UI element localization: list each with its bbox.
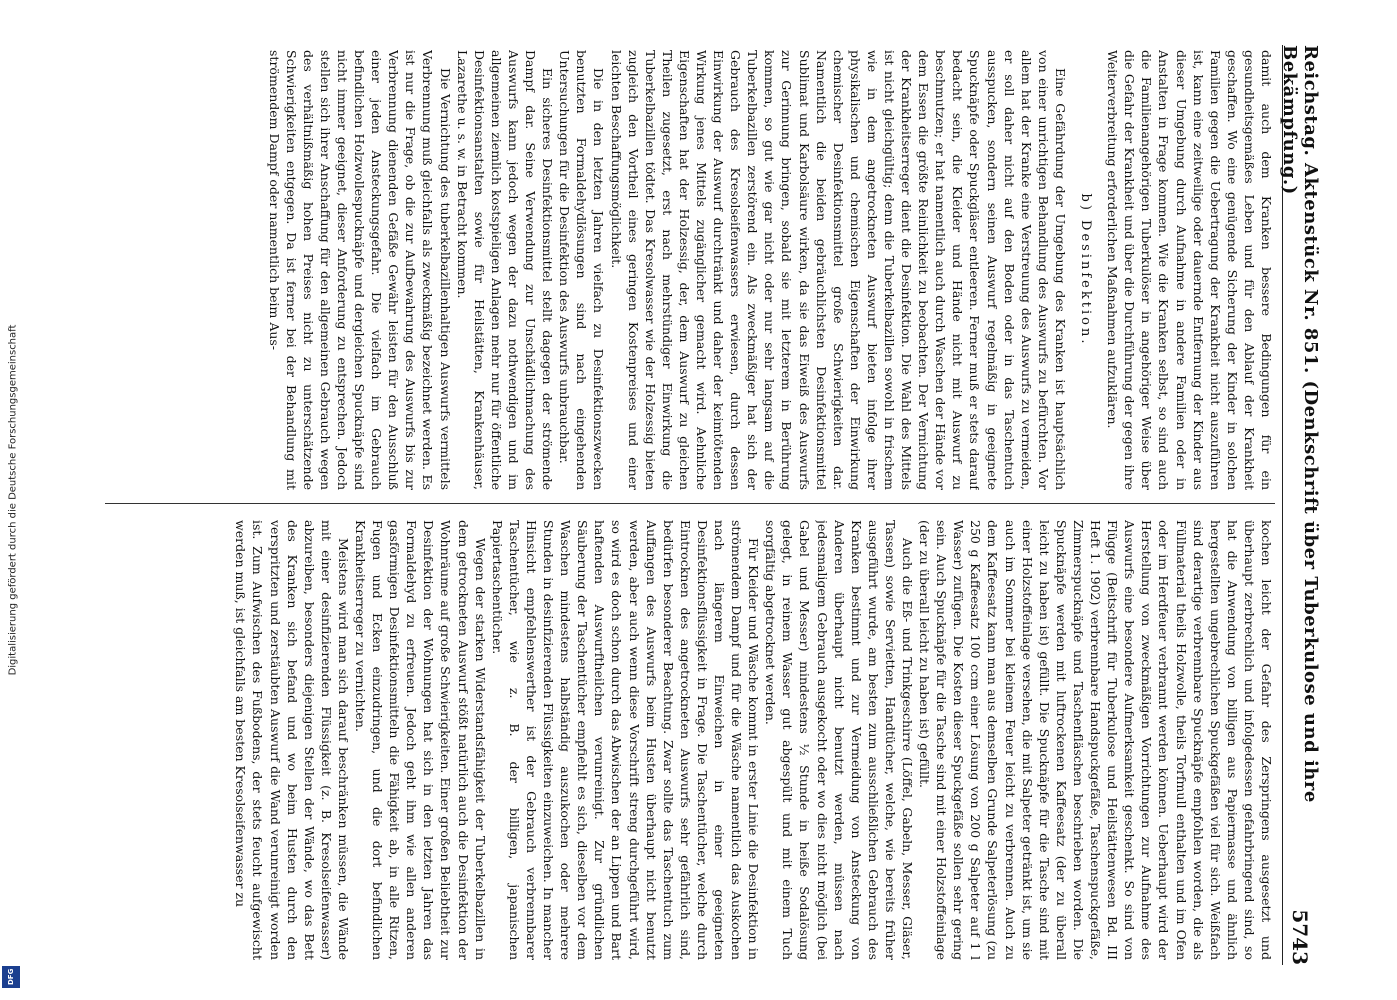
footer-strip [0,0,26,1000]
paragraph: damit auch dem Kranken bessere Bedingungen für ein gesundheitsgemäßes Leben und für den Ablauf der Krankheit geschaffen. Wo eine genügende Sicherung der Kinder in solchen Familien gegen die Uebertragung der Krankheit nicht auszuführen ist, kann eine zeitweilige oder dauernde Entfernung der Kinder aus dieser Umgebung durch Aufnahme in andere Familien oder in Anstalten in Frage kommen. Wie die Kranken selbst, so sind auch die Familienangehörigen Tuberkulöser in angehöriger Weise über die Gefahr der Krankheit und über die Durchführung der gegen ihre Weiterverbreitung erforderlichen Maßnahmen aufzuklären. [1105,50,1274,490]
page-number: 5743 [1288,909,1312,965]
paragraph: Die in den letzten Jahren vielfach zu Desinfektionszwecken benutzten Formaldehydlösungen sind nach eingehenden Untersuchungen für die Desinfektion des Auswurfs unbrauchbar. [557,50,607,490]
column-divider [105,503,1275,504]
left-column [105,50,1275,490]
document-page [95,35,1325,975]
paragraph: Die Vernichtung des tuberkelbazillenhaltigen Auswurfs vermittels Verbrennung muß gleichfalls als zweckmäßig bezeichnet werden. Es ist nur die Frage, ob die zur Aufbewahrung des Auswurfs bis zur Verbrennung dienenden Gefäße Gewähr leisten für den Ausschluß einer jeden Ansteckungsgefahr. Die vielfach im Gebrauch befindlichen Holzwollespucknäpfe und dergleichen Spucknäpfe sind nicht immer geeignet, dieser Anforderung zu entsprechen. Jedoch stellen sich ihrer Anschaffung für den allgemeinen Gebrauch wegen des verhältnißmäßig hohen Preises nicht zu unterschätzende Schwierigkeiten entgegen. Da ist ferner bei der Behandlung mit strömendem Dampf oder namentlich beim Aus- [266,50,453,490]
paragraph: Ein sicheres Desinfektionsmittel stellt dagegen der strömende Dampf dar. Seine Verwendung zur Unschädlichmachung des Auswurfs kann jedoch wegen der dazu nothwendigen und im allgemeinen ziemlich kostspieligen Anlagen mehr nur für öffentliche Desinfektionsanstalten sowie für Heilstätten, Krankenhäuser, Lazarethe u. s. w. in Betracht kommen. [454,50,556,490]
paragraph: Wegen der starken Widerstandsfähigkeit der Tuberkelbazillen in dem getrockneten Auswurf stößt natürlich auch die Desinfektion der Wohnräume auf große Schwierigkeiten. Einer großen Beliebtheit zur Desinfektion der Wohnungen hat sich in den letzten Jahren das Formaldehyd zu erfreuen. Jedoch geht ihm wie allen anderen gasförmigen Desinfektionsmitteln die Fähigkeit ab, in alle Ritzen, Fugen und Ecken einzudringen, und die dort befindlichen Krankheitserreger zu vernichten. [353,520,488,960]
dfg-logo-icon: DFG [2,966,20,988]
digitization-credit: Digitalisierung gefördert durch die Deutsche Forschungsgemeinschaft [7,324,19,676]
right-column [105,520,1275,960]
paragraph: kochen leicht der Gefahr des Zerspringens ausgesetzt und überhaupt zerbrechlich und infolgedessen gefahrbringend sind, so hat die Anwendung von billigen aus Papiermasse und ähnlich hergestellten ungebrechlichen Spuckgefäßen viel für sich. Weißfach sind derartige verbrennbare Spucknäpfe empfohlen worden, die als Füllmaterial theils Holzwolle, theils Torfmull enthalten und im Ofen oder im Herdfeuer verbrannt werden können. Ueberhaupt wird der Herstellung von zweckmäßigen Vorrichtungen zur Aufnahme des Auswurfs eine besondere Aufmerksamkeit geschenkt. So sind von Flügge (Beitschrift für Tuberkulose und Heilstättenwesen Bd. III Heft 1. 1902) verbrennbare Handspuckgefäße, Taschenspuckgefäße, Zimmerspucknäpfe und Taschenfläschen beschrieben worden. Die Spucknäpfe werden mit luftrockenen Kaffeesatz (der zu überall leicht zu haben ist) gefüllt. Die Spucknäpfe für die Tasche sind mit einer Holzstoffeinlage versehen, die mit Salpeter getränkt ist, um sie auch im Sommer bei kleinem Feuer leicht zu verbrennen. Auch zu dem Kaffeesatz kann man aus demselben Grunde Salpeterlösung (zu 250 g Kaffeesatz 100 ccm einer Lösung von 200 g Salpeter auf 1 l Wasser) zufügen. Die Kosten dieser Spuckgefäße sollen sehr gering sein. Auch Spucknäpfe für die Tasche sind mit einer Holzstoffeinlage (der zu überall leicht zu haben ist) gefüllt. [917,520,1274,960]
page-header [1279,45,1321,965]
paragraph: Für Kleider und Wäsche kommt in erster Linie die Desinfektion in strömendem Dampf und für die Wäsche namentlich das Auskochen nach längerem Einweichen in einer geeigneten Desinfektionsflüssigkeit in Frage. Die Taschentücher, welche durch Eintrocknen des angetrockneten Auswurfs sehr gefährlich sind, bedürfen besonderer Beachtung. Zwar sollte das Taschentuch zum Auffangen des Auswurfs beim Husten überhaupt nicht benutzt werden, aber auch wenn diese Vorschrift streng durchgeführt wird, so wird es doch schon durch das Abwischen der an Lippen und Bart haftenden Auswurftheilchen verunreinigt. Zur gründlichen Säuberung der Taschentücher empfiehlt es sich, dieselben vor dem Waschen mindestens halbständig auszukochen oder mehrere Stunden in desinfizierenden Flüssigkeiten einzuweichen. In mancher Hinsicht empfehlenswerther ist der Gebrauch verbrennbarer Taschentücher, wie z. B. der billigen, japanischen Papiertaschentücher. [489,520,762,960]
page-container [95,35,1325,975]
running-title: Reichstag. Aktenstück Nr. 851. (Denkschrift über Tuberkulose und ihre Bekämpfung.) [1279,45,1321,803]
section-heading: b) Desinfektion. [1078,193,1094,347]
paragraph: Eine Gefährdung der Umgebung des Kranken ist hauptsächlich von einer unrichtigen Behandlung des Auswurfs zu befürchten. Vor allem hat der Kranke eine Verstreuung des Auswurfs zu vermeiden, er soll daher nicht auf den Boden oder in das Taschentuch ausspucken, sondern seinen Auswurf regelmäßig in geeignete Spucknäpfe oder Spuckgläser entleeren. Ferner muß er stets darauf bedacht sein, die Kleider und Hände nicht mit Auswurf zu beschmutzen; er hat namentlich auch durch Waschen der Hände vor dem Essen die größte Reinlichkeit zu beobachten. Der Vernichtung der Krankheitserreger dient die Desinfektion. Die Wahl des Mittels ist nicht gleichgültig; denn die Tuberkelbazillen sowohl in frischem wie in dem angetrockneten Auswurf bieten infolge ihrer physikalischen und chemischen Eigenschaften der Einwirkung chemischer Desinfektionsmittel große Schwierigkeiten dar. Namentlich die beiden gebräuchlichsten Desinfektionsmittel Sublimat und Karbolsäure wirken, da sie das Eiweiß des Auswurfs zur Gerinnung bringen, sobald sie mit letzterem in Berührung kommen, so gut wie gar nicht oder nur sehr langsam auf die Tuberkelbazillen zerstörend ein. Als zweckmäßiger hat sich der Gebrauch des Kresolseifenwassers erwiesen, durch dessen Einwirkung der Auswurf durchtränkt und daher der keimtötenden Wirkung jenes Mittels zugänglicher gemacht wird. Aehnliche Eigenschaften hat der Holzessig, der, dem Auswurf zu gleichen Theilen zugesetzt, erst nach mehrstündiger Einwirkung die Tuberkelbazillen tödtet. Das Kresolwasser wie der Holzessig bieten zugleich den Vortheil eines geringen Kostenpreises und einer leichten Beschaffungsmöglichkeit. [608,50,1068,490]
paragraph: Auch die Eß- und Trinkgeschirre (Löffel, Gabeln, Messer, Gläser, Tassen) sowie Servietten, Handtücher, welche, wie bereits früher ausgeführt wurde, am besten zum ausschließlichen Gebrauch des Kranken bestimmt und zur Vermeidung von Ansteckung von Anderen überhaupt nicht benutzt werden, müssen nach jedesmaligem Gebrauch ausgekocht oder wo dies nicht möglich (bei Gabel und Messer) mindestens ½ Stunde in heiße Sodalösung gelegt, in reinem Wasser gut abgespült und mit einem Tuch sorgfältig abgetrocknet werden. [763,520,916,960]
paragraph: Meistens wird man sich darauf beschränken müssen, die Wände mit einer desinfizierenden Flüssigkeit (z. B. Kresolseifenwasser) abzureiben, besonders diejenigen Stellen der Wände, wo das Bett des Kranken sich befand und wo beim Husten durch den verspritzten und zerstäubten Auswurf die Wand verunreinigt worden ist. Zum Aufwischen des Fußbodens, der stets feucht aufgewischt werden muß, ist gleichfalls am besten Kresolseifenwasser zu [233,520,351,960]
